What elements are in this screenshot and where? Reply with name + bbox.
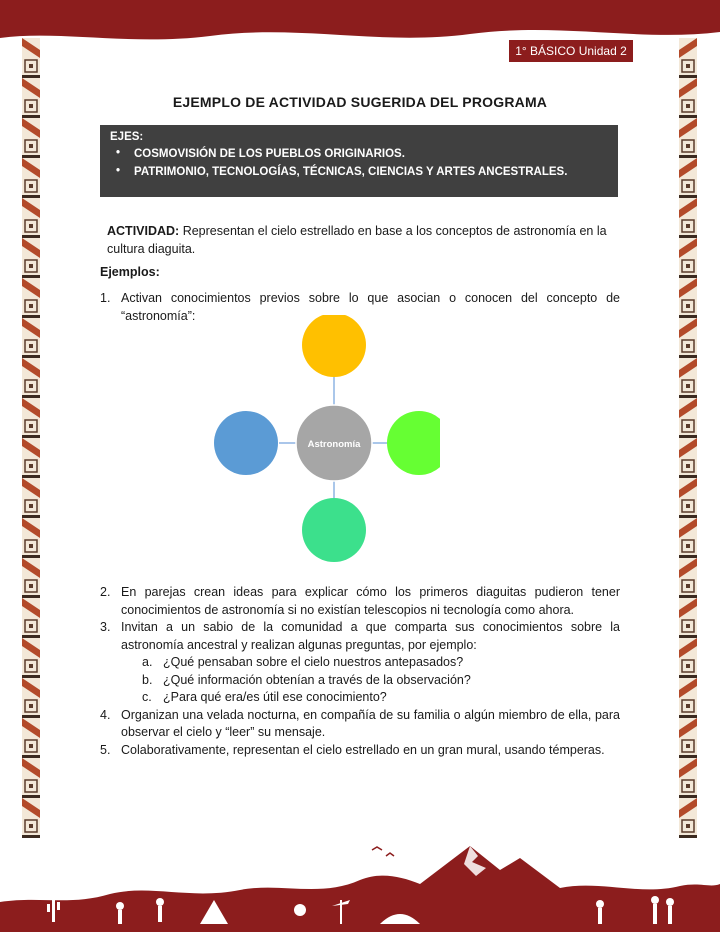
step-number: 2. xyxy=(100,585,111,599)
ejes-item: • COSMOVISIÓN DE LOS PUEBLOS ORIGINARIOS. xyxy=(110,148,608,160)
step-number: 1. xyxy=(100,291,111,305)
sub-item xyxy=(100,654,620,672)
step-text: En parejas crean ideas para explicar cómo los primeros diaguitas pudieron tener conocimientos de astronomía si no existían telescopios ni tecnología como ahora. xyxy=(121,585,620,617)
sub-letter: b. xyxy=(142,672,153,687)
grade-unit-badge: 1° BÁSICO Unidad 2 xyxy=(509,40,633,62)
activity-text: Representan el cielo estrellado en base a los conceptos de astronomía en la cultura diaguita. xyxy=(107,224,607,256)
step-number: 3. xyxy=(100,620,111,634)
node-circle-left xyxy=(214,411,278,475)
list-item xyxy=(100,584,620,619)
center-label: Astronomía xyxy=(307,439,361,450)
ejes-box xyxy=(100,125,618,197)
astronomy-diagram xyxy=(200,315,440,575)
sub-text: ¿Qué información obtenían a través de la observación? xyxy=(163,672,471,687)
sub-item xyxy=(100,689,620,707)
activity-paragraph xyxy=(107,222,615,258)
node-circle-bottom xyxy=(302,498,366,562)
ejes-label: EJES: xyxy=(110,131,144,143)
node-circle-top xyxy=(302,315,366,377)
sub-letter: a. xyxy=(142,655,153,669)
decorative-border-right xyxy=(679,38,697,838)
sub-text: ¿Para qué era/es útil ese conocimiento? xyxy=(163,690,387,704)
step-text: Colaborativamente, representan el cielo estrellado en un gran mural, usando témperas. xyxy=(121,742,605,757)
activity-label: ACTIVIDAD: xyxy=(107,224,180,238)
sub-item xyxy=(100,672,620,690)
ejes-item: • PATRIMONIO, TECNOLOGÍAS, TÉCNICAS, CIENCIAS Y ARTES ANCESTRALES. xyxy=(110,166,608,178)
examples-label: Ejemplos: xyxy=(100,265,160,279)
step-number: 4. xyxy=(100,707,111,722)
steps-list xyxy=(100,584,620,759)
list-item xyxy=(100,707,620,742)
footer-landscape xyxy=(0,840,720,932)
decorative-border-left xyxy=(22,38,40,838)
page-title: EJEMPLO DE ACTIVIDAD SUGERIDA DEL PROGRAMA xyxy=(172,94,548,110)
list-item xyxy=(100,742,620,760)
step-number: 5. xyxy=(100,742,111,757)
list-item xyxy=(100,619,620,654)
sub-letter: c. xyxy=(142,690,152,704)
step-text: Invitan a un sabio de la comunidad a que comparta sus conocimientos sobre la astronomía ancestral y realizan algunas preguntas, por ejemplo: xyxy=(121,620,620,652)
sub-text: ¿Qué pensaban sobre el cielo nuestros antepasados? xyxy=(163,655,464,669)
step-text: Organizan una velada nocturna, en compañía de su familia o algún miembro de ella, para observar el cielo y “leer” su mensaje. xyxy=(121,707,620,739)
ejes-list xyxy=(110,148,608,178)
node-circle-right xyxy=(387,411,440,475)
step-text: Activan conocimientos previos sobre lo que asocian o conocen del concepto de “astronomía”: xyxy=(121,291,620,323)
